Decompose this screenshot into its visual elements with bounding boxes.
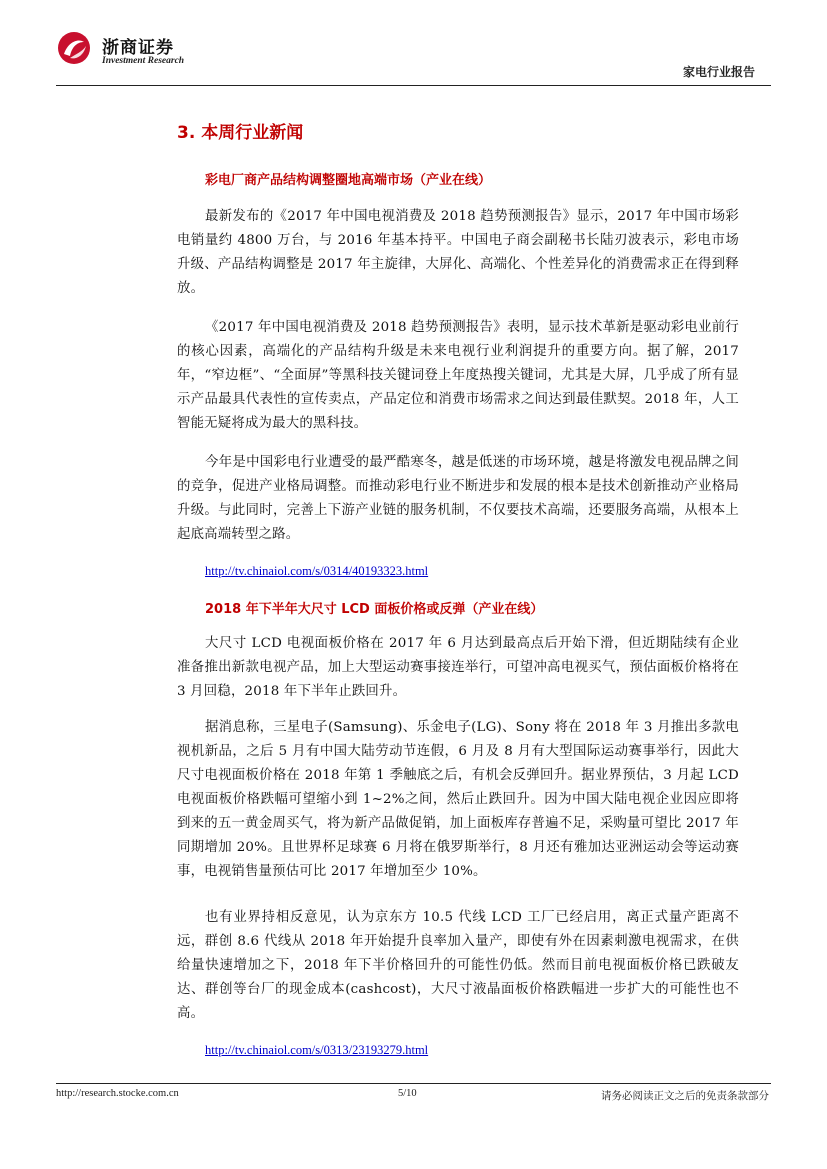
article-2-paragraph-3: 也有业界持相反意见，认为京东方 10.5 代线 LCD 工厂已经启用，离正式量产距离不远，群创 8.6 代线从 2018 年开始提升良率加入量产，即使有外在因素刺激电视需求，在供给量快速增加之下，2018 年下半价格回升的可能性仍低。然而目前电视面板价格已跌破友达、群创等台厂的现金成本(cashcost)，大尺寸液晶面板价格跌幅进一步扩大的可能性也不高。 bbox=[177, 910, 739, 1021]
article-2-title: 2018 年下半年大尺寸 LCD 面板价格或反弹（产业在线） bbox=[205, 602, 544, 617]
report-type: 家电行业报告 bbox=[682, 65, 755, 79]
section-title: 3. 本周行业新闻 bbox=[177, 123, 304, 143]
article-2-paragraph-1: 大尺寸 LCD 电视面板价格在 2017 年 6 月达到最高点后开始下滑，但近期陆续有企业准备推出新款电视产品，加上大型运动赛事接连举行，可望冲高电视买气，预估面板价格将在 3 月回稳，2018 年下半年止跌回升。 bbox=[177, 636, 739, 699]
company-logo-icon bbox=[56, 30, 92, 66]
article-1-paragraph-2: 《2017 年中国电视消费及 2018 趋势预测报告》表明，显示技术革新是驱动彩电业前行的核心因素，高端化的产品结构升级是未来电视行业利润提升的重要方向。据了解，2017 年，“窄边框”、“全面屏”等黑科技关键词登上年度热搜关键词，尤其是大屏，几乎成了所有显示产品最具代表性的宣传卖点，产品定位和消费市场需求之间达到最佳默契。2018 年，人工智能无疑将成为最大的黑科技。 bbox=[177, 320, 739, 431]
footer-divider bbox=[56, 1083, 771, 1084]
footer-website[interactable]: http://research.stocke.com.cn bbox=[56, 1088, 179, 1099]
article-1-paragraph-1: 最新发布的《2017 年中国电视消费及 2018 趋势预测报告》显示，2017 年中国市场彩电销量约 4800 万台，与 2016 年基本持平。中国电子商会副秘书长陆刃波表示，彩电市场升级、产品结构调整是 2017 年主旋律，大屏化、高端化、个性差异化的消费需求正在得到释放。 bbox=[177, 209, 739, 296]
company-name-cn: 浙商证券 bbox=[102, 38, 174, 58]
article-2-paragraph-2: 据消息称，三星电子(Samsung)、乐金电子(LG)、Sony 将在 2018 年 3 月推出多款电视机新品，之后 5 月有中国大陆劳动节连假，6 月及 8 月有大型国际运动赛事举行，因此大尺寸电视面板价格在 2018 年第 1 季触底之后，有机会反弹回升。据业界预估，3 月起 LCD 电视面板价格跌幅可望缩小到 1~2%之间，然后止跌回升。因为中国大陆电视企业因应即将到来的五一黄金周买气，将为新产品做促销，加上面板库存普遍不足，采购量可望比 2017 年同期增加 20%。且世界杯足球赛 6 月将在俄罗斯举行，8 月还有雅加达亚洲运动会等运动赛事，电视销售量预估可比 2017 年增加至少 10%。 bbox=[177, 720, 739, 879]
article-1-paragraph-3: 今年是中国彩电行业遭受的最严酷寒冬，越是低迷的市场环境，越是将激发电视品牌之间的竞争，促进产业格局调整。而推动彩电行业不断进步和发展的根本是技术创新推动产业格局升级。与此同时，完善上下游产业链的服务机制，不仅要技术高端，还要服务高端，从根本上起底高端转型之路。 bbox=[177, 455, 739, 542]
header-divider bbox=[56, 85, 771, 86]
page-header bbox=[0, 0, 827, 90]
company-name-en: Investment Research bbox=[102, 56, 185, 66]
footer-disclaimer: 请务必阅读正文之后的免责条款部分 bbox=[601, 1090, 769, 1102]
article-2-source-link[interactable]: http://tv.chinaiol.com/s/0313/23193279.html bbox=[205, 1043, 429, 1057]
article-1-source-link[interactable]: http://tv.chinaiol.com/s/0314/40193323.html bbox=[205, 564, 429, 578]
page-number: 5/10 bbox=[398, 1088, 417, 1099]
article-1-title: 彩电厂商产品结构调整圈地高端市场（产业在线） bbox=[205, 173, 492, 188]
